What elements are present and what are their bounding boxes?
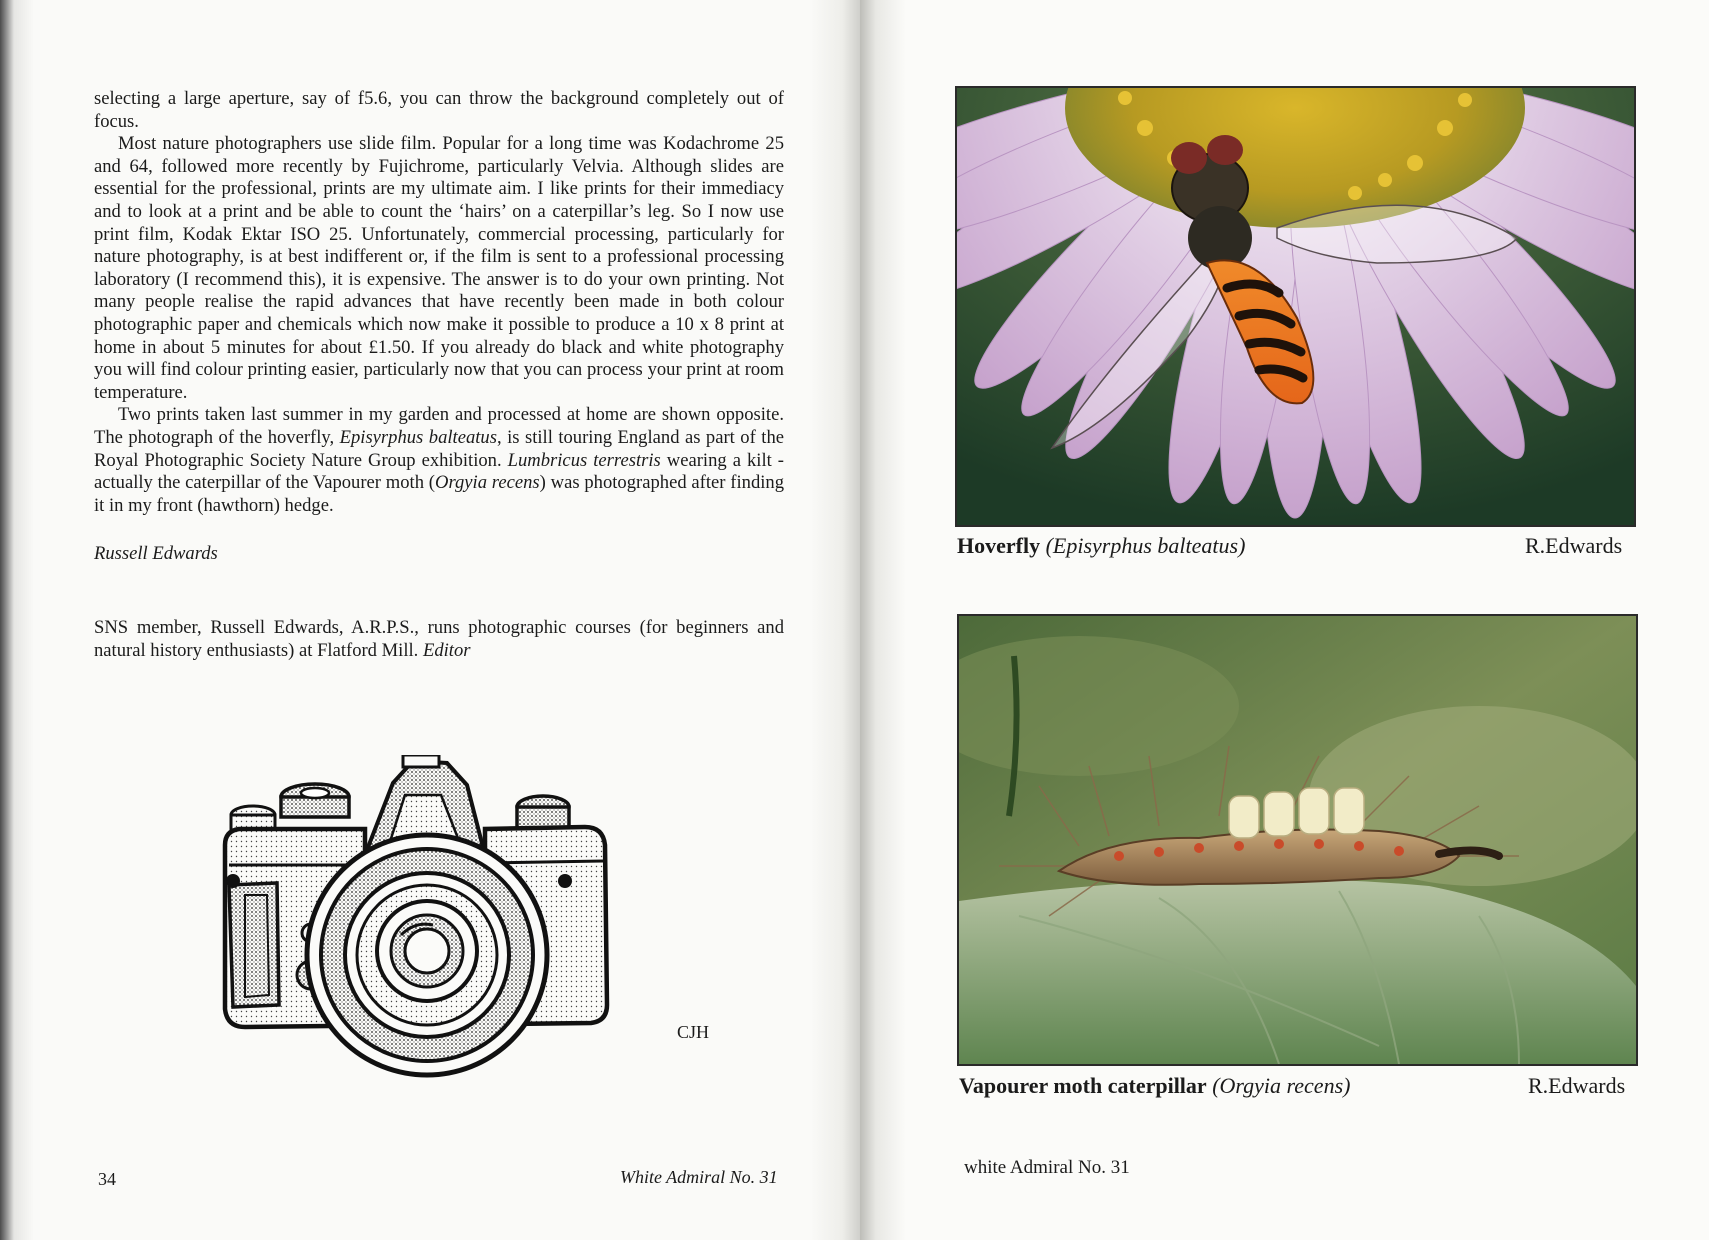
paragraph-text: Two prints taken last summer in my garden and processed at home are shown opposite. The photograph of the hoverfly, <box>94 404 784 448</box>
caterpillar-caption-latin: (Orgyia recens) <box>1212 1073 1351 1098</box>
article-paragraph <box>94 404 784 517</box>
hoverfly-caption-latin: (Episyrphus balteatus) <box>1045 533 1246 558</box>
right-page <box>860 0 1709 1240</box>
article-paragraph <box>94 133 784 404</box>
hoverfly-caption <box>957 533 1245 559</box>
species-name: Lumbricus terrestris <box>507 449 661 471</box>
article-body <box>94 88 784 517</box>
running-title-left: White Admiral No. 31 <box>620 1167 778 1187</box>
species-name: Orgyia recens <box>435 472 540 494</box>
caterpillar-caption-name: Vapourer moth caterpillar <box>959 1073 1207 1098</box>
caterpillar-caption <box>959 1073 1350 1099</box>
hoverfly-credit: R.Edwards <box>1525 533 1623 558</box>
paragraph-text: wearing a kilt - actually the caterpillar of the Vapourer moth ( <box>94 449 784 494</box>
species-name: Episyrphus balteatus <box>339 426 497 448</box>
article-author: Russell Edwards <box>94 543 218 564</box>
caterpillar-photo <box>957 614 1638 1066</box>
illustrator-initials: CJH <box>677 1022 710 1042</box>
paragraph-text: selecting a large aperture, say of f5.6, you can throw the background completely out of focus. <box>94 88 784 132</box>
hoverfly-caption-name: Hoverfly <box>957 533 1041 558</box>
article-paragraph <box>94 88 784 133</box>
editor-signature: Editor <box>422 640 471 661</box>
paragraph-text: Most nature photographers use slide film. Popular for a long time was Kodachrome 25 and 64, followed more recently by Fujichrome, particularly Velvia. Although slides are essential for the professional, prints are my ultimate aim. I like prints for their immediacy and to look at a print and be able to count the ‘hairs’ on a caterpillar’s leg. So I now use print film, Kodak Ektar ISO 25. Unfortunately, commercial processing, particularly for nature photography, is at best indifferent or, if the film is sent to a professional processing laboratory (I recommend this), it is expensive. The answer is to do your own printing. Not many people realise the rapid advances that have recently been made in both colour photographic paper and chemicals which now make it possible to produce a 10 x 8 print at home in about 5 minutes for about £1.50. If you already do black and white photography you will find colour printing easier, particularly now that you can process your print at room temperature. <box>94 133 784 403</box>
caterpillar-credit: R.Edwards <box>1528 1073 1626 1098</box>
hoverfly-photo <box>955 86 1636 527</box>
paragraph-text: , is still touring England as part of the Royal Photographic Society Nature Group exhibition. <box>94 426 784 471</box>
page-number: 34 <box>98 1169 116 1189</box>
editor-note <box>94 616 784 662</box>
running-title-right: white Admiral No. 31 <box>964 1157 1130 1178</box>
editor-note-text: SNS member, Russell Edwards, A.R.P.S., runs photographic courses (for beginners and natural history enthusiasts) at Flatford Mill. <box>94 617 784 661</box>
camera-drawing-icon <box>215 755 635 1090</box>
paragraph-text: ) was photographed after finding it in my front (hawthorn) hedge. <box>94 472 784 516</box>
